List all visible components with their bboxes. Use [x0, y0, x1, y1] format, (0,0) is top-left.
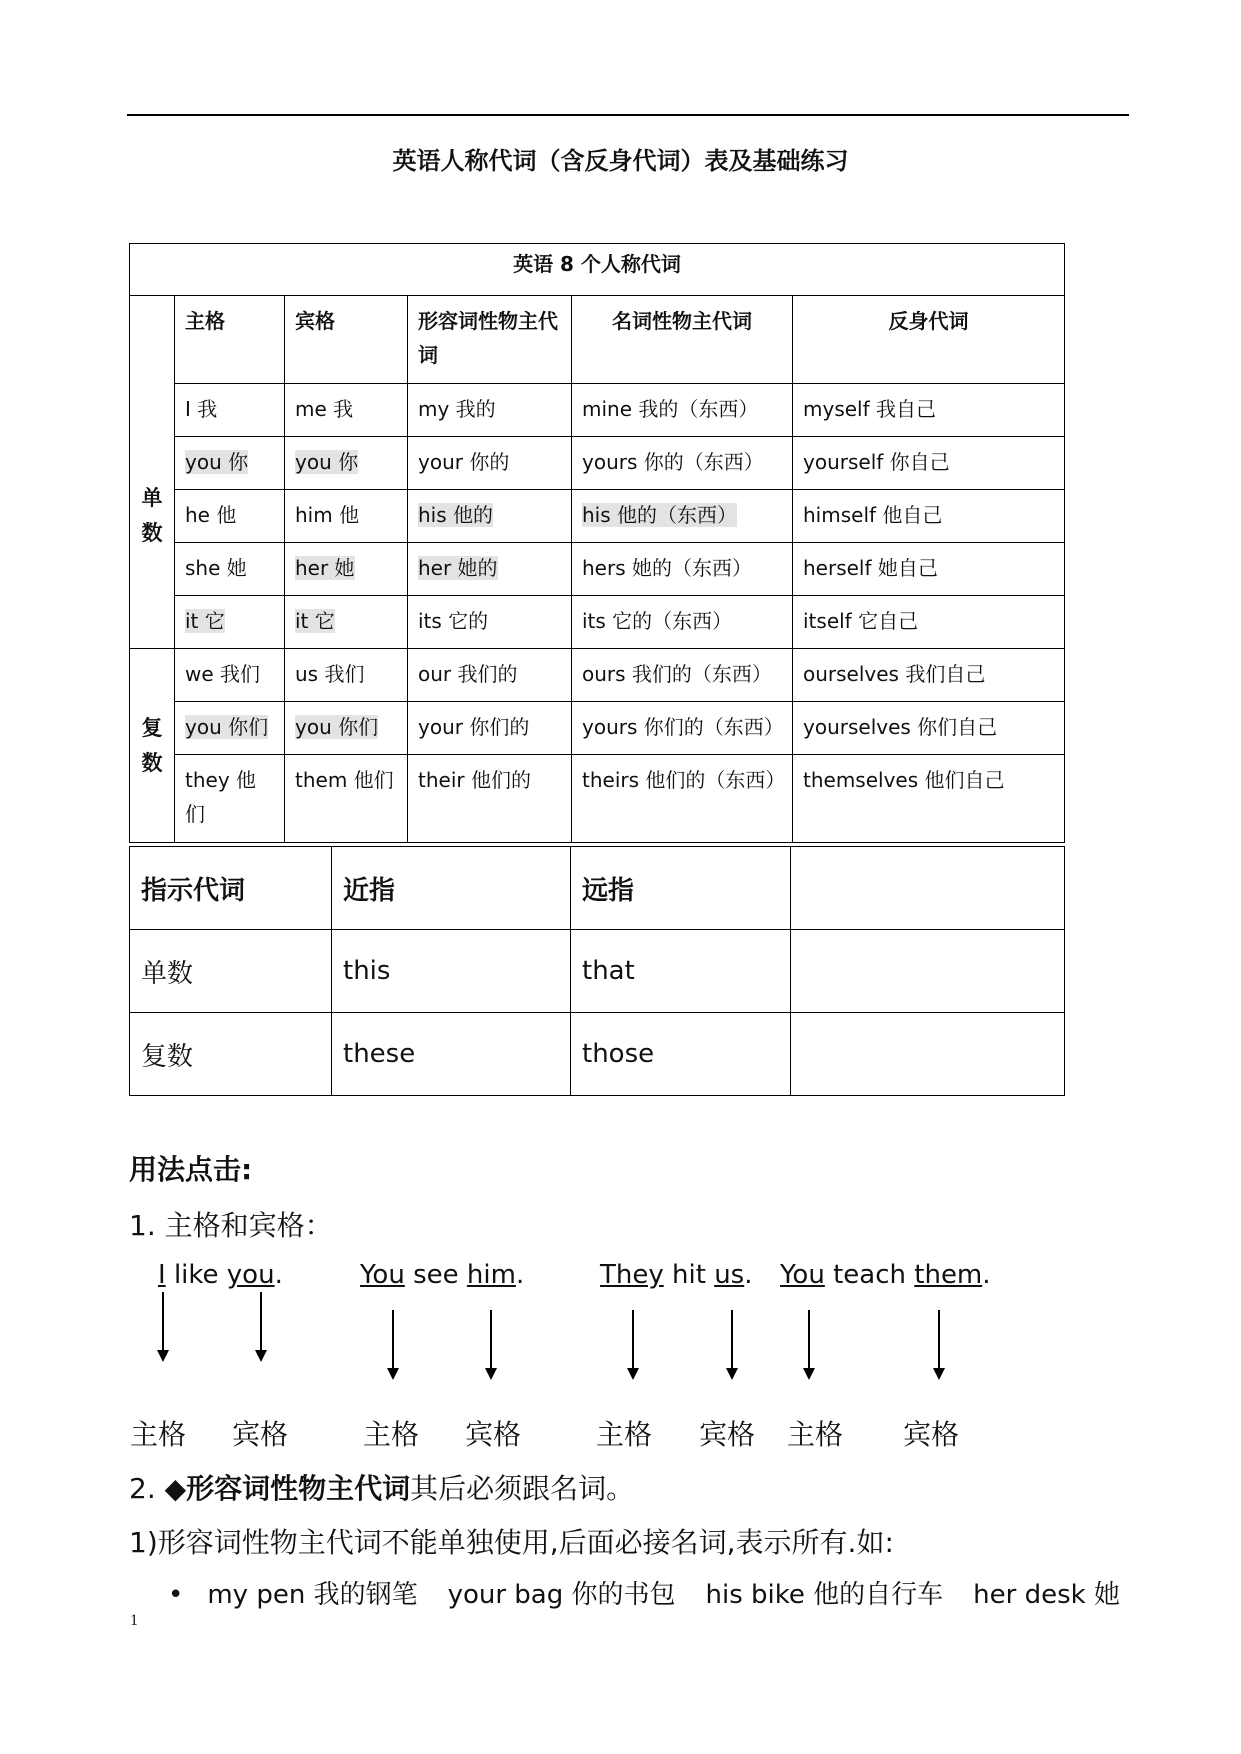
column-header [791, 847, 1065, 930]
table-row [130, 437, 1065, 490]
table-cell: ours 我们的（东西） [572, 649, 793, 702]
table-cell: your 你们的 [408, 702, 572, 755]
section-1-title: 1. 主格和宾格： [129, 1209, 333, 1242]
table-cell: mine 我的（东西） [572, 384, 793, 437]
table-cell: them 他们 [285, 755, 408, 843]
table-cell: itself 它自己 [793, 596, 1065, 649]
table-cell: him 他 [285, 490, 408, 543]
down-arrow-icon [808, 1310, 810, 1370]
column-header: 反身代词 [793, 296, 1065, 384]
table-cell: you 你 [285, 437, 408, 490]
singular-label: 单数 [130, 384, 175, 649]
table-cell: his 他的 [408, 490, 572, 543]
table-cell: our 我们的 [408, 649, 572, 702]
page-number: 1 [130, 1612, 138, 1629]
table-cell: its 它的 [408, 596, 572, 649]
down-arrow-icon [731, 1310, 733, 1370]
example-sentence: I like you. [158, 1260, 283, 1290]
table-row [130, 649, 1065, 702]
table-row [130, 384, 1065, 437]
section-2-title: 2. ◆形容词性物主代词其后必须跟名词。 [129, 1472, 635, 1505]
object-case-label: 宾格 [699, 1418, 756, 1451]
table-row [130, 543, 1065, 596]
subject-case-label: 主格 [787, 1418, 844, 1451]
table-cell: your 你的 [408, 437, 572, 490]
table-cell: those [571, 1013, 791, 1096]
down-arrow-icon [260, 1292, 262, 1352]
table-cell: her 她 [285, 543, 408, 596]
table-cell: themselves 他们自己 [793, 755, 1065, 843]
table-row [130, 490, 1065, 543]
table-cell: I 我 [175, 384, 285, 437]
example-item: my pen 我的钢笔 [207, 1580, 418, 1610]
table-row [130, 596, 1065, 649]
header-rule [127, 114, 1129, 116]
personal-pronoun-table [129, 243, 1065, 843]
table-cell: he 他 [175, 490, 285, 543]
table-cell: you 你们 [175, 702, 285, 755]
example-list [168, 1574, 1120, 1611]
table-caption: 英语 8 个人称代词 [130, 244, 1065, 296]
table-cell: its 它的（东西） [572, 596, 793, 649]
table-cell: yourselves 你们自己 [793, 702, 1065, 755]
table-cell: it 它 [285, 596, 408, 649]
column-header: 名词性物主代词 [572, 296, 793, 384]
column-header: 远指 [571, 847, 791, 930]
demonstrative-pronoun-table [129, 846, 1065, 1096]
subject-case-label: 主格 [130, 1418, 187, 1451]
table-cell: yours 你的（东西） [572, 437, 793, 490]
table-cell: me 我 [285, 384, 408, 437]
table-header-row [130, 847, 1065, 930]
table-cell: herself 她自己 [793, 543, 1065, 596]
section-2-point-1: 1)形容词性物主代词不能单独使用,后面必接名词,表示所有.如: [129, 1526, 894, 1559]
table-cell: myself 我自己 [793, 384, 1065, 437]
subject-case-label: 主格 [363, 1418, 420, 1451]
table-cell: she 她 [175, 543, 285, 596]
table-row [130, 702, 1065, 755]
table-row [130, 1013, 1065, 1096]
table-cell: theirs 他们的（东西） [572, 755, 793, 843]
table-cell: this [332, 930, 571, 1013]
table-cell [791, 1013, 1065, 1096]
table-caption-row [130, 244, 1065, 296]
column-header: 宾格 [285, 296, 408, 384]
column-header: 指示代词 [130, 847, 332, 930]
table-cell: ourselves 我们自己 [793, 649, 1065, 702]
table-cell: that [571, 930, 791, 1013]
table-cell: my 我的 [408, 384, 572, 437]
usage-heading: 用法点击: [129, 1153, 253, 1186]
table-cell: 单数 [130, 930, 332, 1013]
table-cell: it 它 [175, 596, 285, 649]
table-cell: we 我们 [175, 649, 285, 702]
table-row [130, 755, 1065, 843]
table-cell: they 他们 [175, 755, 285, 843]
table-cell: these [332, 1013, 571, 1096]
example-sentence: They hit us. [600, 1260, 753, 1290]
bullet-icon: • [168, 1580, 184, 1610]
table-cell: yourself 你自己 [793, 437, 1065, 490]
table-row [130, 930, 1065, 1013]
subject-case-label: 主格 [596, 1418, 653, 1451]
object-case-label: 宾格 [903, 1418, 960, 1451]
document-title: 英语人称代词（含反身代词）表及基础练习 [392, 147, 849, 175]
table-cell: her 她的 [408, 543, 572, 596]
down-arrow-icon [392, 1310, 394, 1370]
table-cell: 复数 [130, 1013, 332, 1096]
object-case-label: 宾格 [232, 1418, 289, 1451]
table-cell: you 你 [175, 437, 285, 490]
column-header: 近指 [332, 847, 571, 930]
column-header: 主格 [175, 296, 285, 384]
down-arrow-icon [490, 1310, 492, 1370]
example-item: your bag 你的书包 [447, 1580, 676, 1610]
down-arrow-icon [162, 1292, 164, 1352]
table-cell: hers 她的（东西） [572, 543, 793, 596]
example-item: his bike 他的自行车 [705, 1580, 944, 1610]
down-arrow-icon [938, 1310, 940, 1370]
table-cell: their 他们的 [408, 755, 572, 843]
column-header: 形容词性物主代词 [408, 296, 572, 384]
table-cell: his 他的（东西） [572, 490, 793, 543]
plural-label: 复数 [130, 649, 175, 843]
example-sentence: You teach them. [780, 1260, 991, 1290]
example-item: her desk 她 [973, 1580, 1120, 1610]
object-case-label: 宾格 [465, 1418, 522, 1451]
table-cell: you 你们 [285, 702, 408, 755]
table-header-row [130, 296, 1065, 384]
table-cell: yours 你们的（东西） [572, 702, 793, 755]
table-cell: himself 他自己 [793, 490, 1065, 543]
down-arrow-icon [632, 1310, 634, 1370]
table-cell: us 我们 [285, 649, 408, 702]
table-cell [791, 930, 1065, 1013]
example-sentence: You see him. [360, 1260, 525, 1290]
